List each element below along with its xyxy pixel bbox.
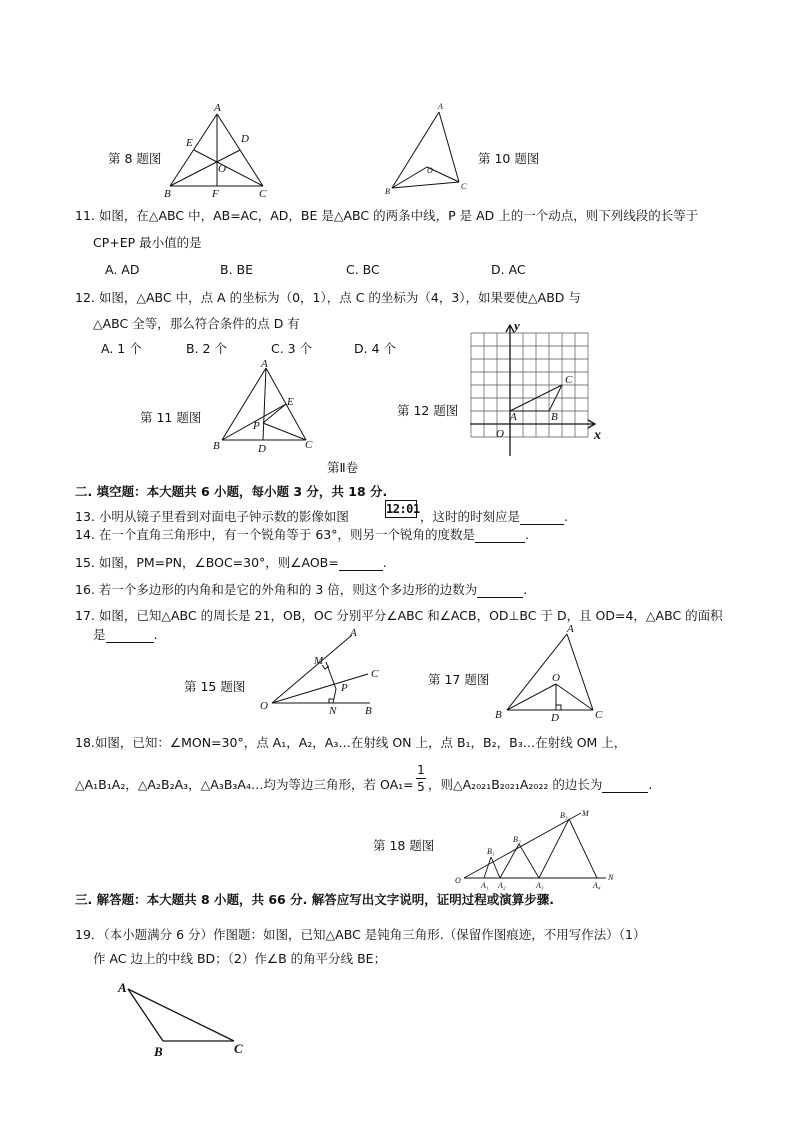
label-B: B bbox=[154, 1044, 163, 1059]
q18-end: . bbox=[648, 777, 653, 792]
q14-text bbox=[75, 525, 529, 543]
label-E: E bbox=[186, 137, 193, 149]
fraction-numerator: 1 bbox=[417, 763, 425, 777]
q11-option-c: C. BC bbox=[346, 262, 380, 277]
q18-line2-before: △A₁B₁A₂，△A₂B₂A₃，△A₃B₃A₄…均为等边三角形，若 OA₁= bbox=[75, 777, 414, 792]
figure-12 bbox=[470, 320, 610, 460]
q15-text bbox=[75, 553, 387, 571]
label-P: P bbox=[341, 682, 348, 694]
label-B: B bbox=[213, 440, 220, 452]
caption-fig18: 第 18 题图 bbox=[373, 838, 435, 853]
q13-answer-blank[interactable] bbox=[520, 511, 564, 525]
figure-17 bbox=[490, 620, 615, 725]
label-B: B bbox=[385, 187, 390, 195]
q14-body: 14. 在一个直角三角形中，有一个锐角等于 63°，则另一个锐角的度数是 bbox=[75, 527, 475, 542]
label-B: B bbox=[495, 709, 502, 721]
label-A4: A₄ bbox=[593, 881, 601, 890]
fraction-denominator: 5 bbox=[417, 780, 425, 794]
caption-fig8: 第 8 题图 bbox=[108, 151, 162, 166]
q14-answer-blank[interactable] bbox=[475, 529, 525, 543]
q15-body: 15. 如图，PM=PN，∠BOC=30°，则∠AOB= bbox=[75, 555, 339, 570]
caption-fig10: 第 10 题图 bbox=[478, 151, 540, 166]
figure-8 bbox=[160, 100, 280, 200]
label-A: A bbox=[438, 102, 443, 111]
q16-answer-blank[interactable] bbox=[477, 584, 523, 598]
q19-line2: 作 AC 边上的中线 BD；（2）作∠B 的角平分线 BE； bbox=[93, 951, 387, 966]
q15-end: . bbox=[382, 555, 387, 570]
label-B: B bbox=[164, 188, 171, 200]
q16-body: 16. 若一个多边形的内角和是它的外角和的 3 倍，则这个多边形的边数为 bbox=[75, 582, 478, 597]
caption-fig11: 第 11 题图 bbox=[140, 410, 202, 425]
label-D: D bbox=[241, 133, 249, 145]
q11-option-a: A. AD bbox=[105, 262, 140, 277]
label-P: P bbox=[253, 420, 260, 432]
label-O: O bbox=[427, 166, 433, 175]
caption-fig15: 第 15 题图 bbox=[184, 679, 246, 694]
q12-option-c: C. 3 个 bbox=[271, 341, 313, 356]
q12-option-a: A. 1 个 bbox=[101, 341, 142, 356]
label-C: C bbox=[234, 1041, 243, 1056]
label-O: O bbox=[552, 672, 560, 684]
label-B: B bbox=[551, 411, 558, 423]
section2-heading: 二. 填空题：本大题共 6 小题，每小题 3 分，共 18 分. bbox=[75, 484, 388, 499]
label-N: N bbox=[608, 873, 614, 882]
clock-image: 12:01 bbox=[386, 502, 420, 516]
q17-end: . bbox=[153, 627, 158, 642]
q15-answer-blank[interactable] bbox=[339, 557, 383, 571]
label-B: B bbox=[365, 705, 372, 717]
q13-after-wrap bbox=[420, 507, 568, 525]
q19-line1: 19．（本小题满分 6 分）作图题：如图，已知△ABC 是钝角三角形.（保留作图痕迹，不用写作法）（1） bbox=[75, 927, 646, 942]
label-A: A bbox=[214, 102, 221, 114]
q16-text bbox=[75, 580, 527, 598]
q18-line1: 18.如图，已知：∠MON=30°，点 A₁，A₂，A₃…在射线 ON 上，点 B₁，B₂，B₃…在射线 OM 上， bbox=[75, 735, 627, 750]
label-A: A bbox=[350, 627, 357, 639]
label-A1: A₁ bbox=[481, 881, 489, 890]
label-A: A bbox=[118, 980, 127, 995]
label-M: M bbox=[314, 655, 324, 667]
q13-before: 13. 小明从镜子里看到对面电子钟示数的影像如图 bbox=[75, 509, 349, 524]
q17-line2-wrap bbox=[93, 625, 158, 643]
label-y: y bbox=[514, 320, 520, 333]
label-O: O bbox=[218, 163, 226, 175]
label-A: A bbox=[567, 623, 574, 635]
q12-option-d: D. 4 个 bbox=[354, 341, 396, 356]
q17-line1: 17. 如图，已知△ABC 的周长是 21，OB，OC 分别平分∠ABC 和∠ACB，OD⊥BC 于 D，且 OD=4，△ABC 的面积 bbox=[75, 608, 723, 623]
q14-end: . bbox=[524, 527, 529, 542]
q11-option-d: D. AC bbox=[491, 262, 526, 277]
q12-option-b: B. 2 个 bbox=[186, 341, 227, 356]
q16-end: . bbox=[523, 582, 528, 597]
q11-line1: 11. 如图，在△ABC 中，AB=AC，AD，BE 是△ABC 的两条中线，P 是 AD 上的一个动点，则下列线段的长等于 bbox=[75, 208, 699, 223]
q11-option-b: B. BE bbox=[220, 262, 253, 277]
label-x: x bbox=[594, 428, 601, 443]
figure-19 bbox=[110, 975, 260, 1060]
label-F: F bbox=[212, 188, 219, 200]
caption-fig17: 第 17 题图 bbox=[428, 672, 490, 687]
q12-line1: 12. 如图，△ABC 中，点 A 的坐标为（0，1），点 C 的坐标为（4，3），如果要使△ABD 与 bbox=[75, 290, 581, 305]
q18-line2-after-wrap bbox=[428, 775, 652, 793]
section2-title: 第Ⅱ卷 bbox=[327, 460, 359, 475]
label-C: C bbox=[595, 709, 603, 721]
q13-after: ，这时的时刻应是 bbox=[420, 509, 521, 524]
label-O: O bbox=[260, 700, 268, 712]
label-C: C bbox=[565, 374, 573, 386]
q18-answer-blank[interactable] bbox=[602, 779, 648, 793]
q13-text bbox=[75, 507, 349, 525]
figure-10 bbox=[380, 100, 475, 195]
q17-line2: 是 bbox=[93, 627, 106, 642]
label-O: O bbox=[455, 876, 461, 885]
label-C: C bbox=[371, 668, 379, 680]
q12-line2: △ABC 全等，那么符合条件的点 D 有 bbox=[93, 316, 300, 331]
label-C: C bbox=[305, 439, 313, 451]
caption-fig12: 第 12 题图 bbox=[397, 403, 459, 418]
label-C: C bbox=[259, 188, 267, 200]
label-M: M bbox=[582, 809, 589, 818]
label-A: A bbox=[510, 411, 517, 423]
figure-11 bbox=[205, 355, 325, 460]
figure-18 bbox=[454, 805, 624, 890]
label-C: C bbox=[461, 182, 467, 191]
label-B2: B₂ bbox=[513, 835, 521, 844]
label-A3: A₃ bbox=[536, 881, 544, 890]
label-O: O bbox=[496, 428, 504, 440]
label-N: N bbox=[329, 705, 337, 717]
label-D: D bbox=[551, 712, 559, 724]
label-A: A bbox=[261, 358, 268, 370]
label-A2: A₂ bbox=[498, 881, 506, 890]
q18-line2-after: ，则△A₂₀₂₁B₂₀₂₁A₂₀₂₂ 的边长为 bbox=[428, 777, 603, 792]
q17-answer-blank[interactable] bbox=[106, 629, 154, 643]
q13-end: . bbox=[564, 509, 568, 524]
q11-line2: CP+EP 最小值的是 bbox=[93, 235, 202, 250]
section3-heading: 三. 解答题：本大题共 8 小题，共 66 分. 解答应写出文字说明，证明过程或演算步骤. bbox=[75, 892, 554, 907]
label-E: E bbox=[287, 396, 294, 408]
q18-fraction bbox=[416, 763, 426, 794]
label-D: D bbox=[258, 443, 266, 455]
label-B1: B₁ bbox=[487, 847, 495, 856]
figure-15 bbox=[258, 625, 388, 720]
label-B3: B₃ bbox=[560, 811, 568, 820]
